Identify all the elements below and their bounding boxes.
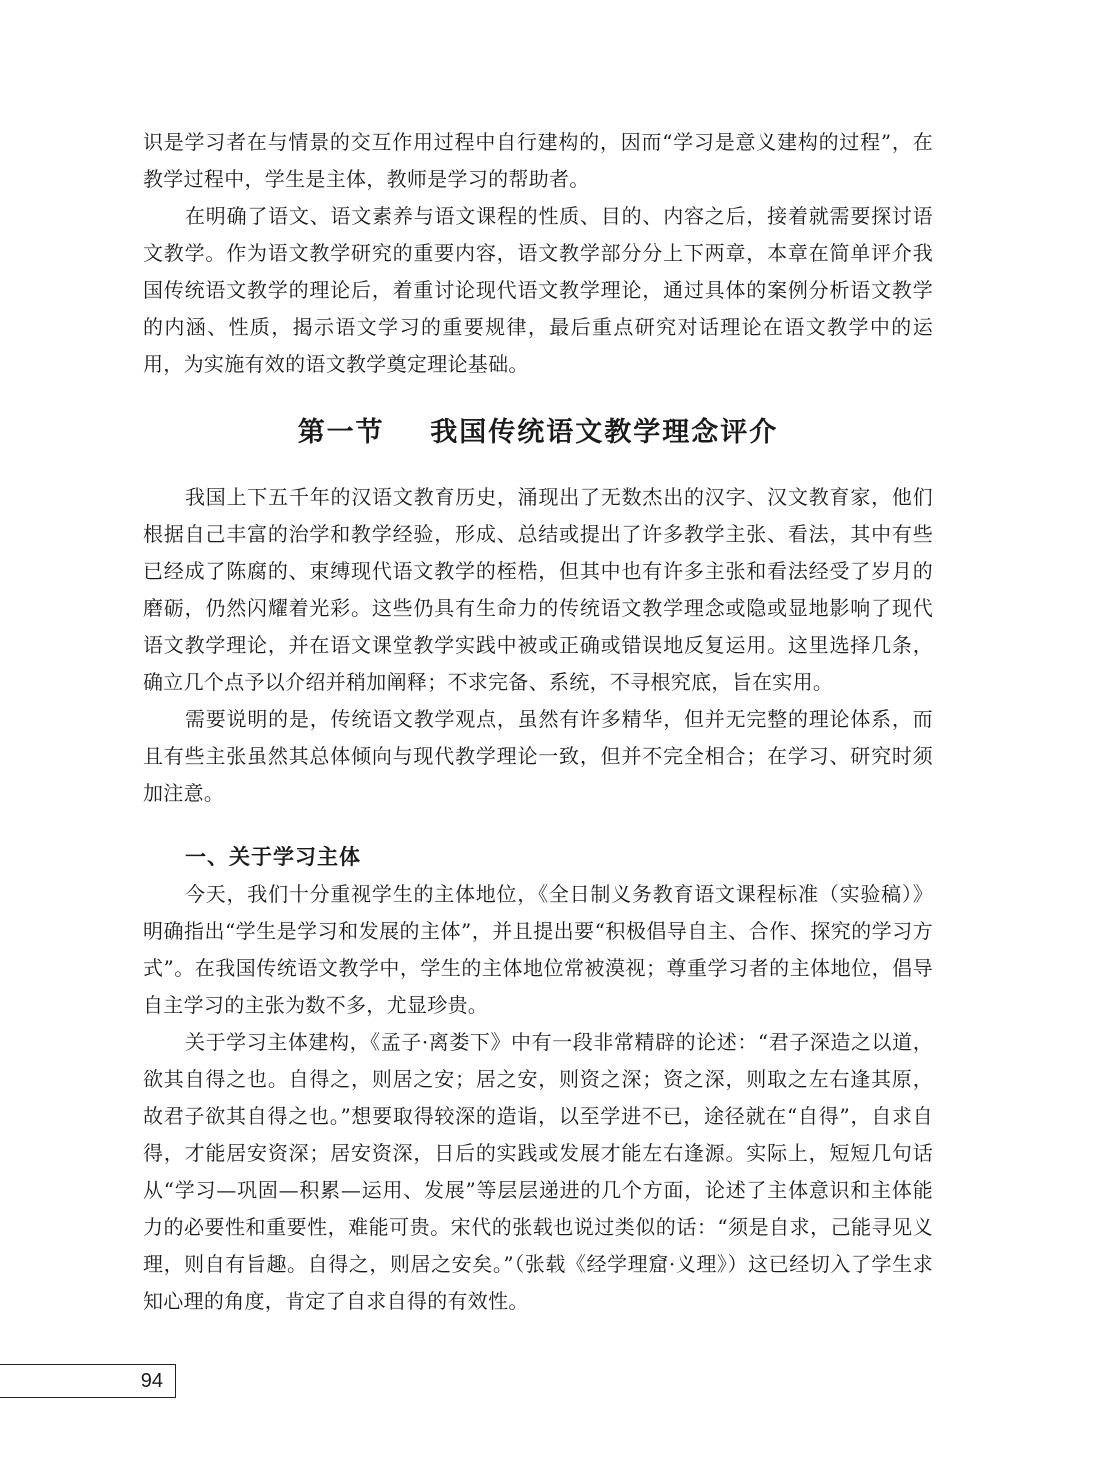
page-number-box	[0, 1364, 176, 1398]
intro-paragraph-1: 识是学习者在与情景的交互作用过程中自行建构的，因而“学习是意义建构的过程”，在教学过程中，学生是主体，教师是学习的帮助者。	[143, 130, 933, 191]
intro-paragraph-2: 在明确了语文、语文素养与语文课程的性质、目的、内容之后，接着就需要探讨语文教学。作为语文教学研究的重要内容，语文教学部分分上下两章，本章在简单评介我国传统语文教学的理论后，着重讨论现代语文教学理论，通过具体的案例分析语文教学的内涵、性质，揭示语文学习的重要规律，最后重点研究对话理论在语文教学中的运用，为实施有效的语文教学奠定理论基础。	[143, 204, 933, 376]
section-paragraph-2: 需要说明的是，传统语文教学观点，虽然有许多精华，但并无完整的理论体系，而且有些主张虽然其总体倾向与现代教学理论一致，但并不完全相合；在学习、研究时须加注意。	[143, 707, 933, 805]
sub-paragraph-2: 关于学习主体建构，《孟子·离娄下》中有一段非常精辟的论述：“君子深造之以道，欲其自得之也。自得之，则居之安；居之安，则资之深；资之深，则取之左右逢其原，故君子欲其自得之也。”想要取得较深的造诣，以至学进不已，途径就在“自得”，自求自得，才能居安资深；居安资深，日后的实践或发展才能左右逢源。实际上，短短几句话从“学习—巩固—积累—运用、发展”等层层递进的几个方面，论述了主体意识和主体能力的必要性和重要性，难能可贵。宋代的张载也说过类似的话：“须是自求，己能寻见义理，则自有旨趣。自得之，则居之安矣。”（张载《经学理窟·义理》）这已经切入了学生求知心理的角度，肯定了自求自得的有效性。	[143, 1030, 933, 1313]
sub-paragraph-1: 今天，我们十分重视学生的主体地位，《全日制义务教育语文课程标准（实验稿）》明确指出“学生是学习和发展的主体”，并且提出要“积极倡导自主、合作、探究的学习方式”。在我国传统语文教学中，学生的主体地位常被漠视；尊重学习者的主体地位，倡导自主学习的主张为数不多，尤显珍贵。	[143, 882, 933, 1017]
section-title: 第一节 我国传统语文教学理念评介	[297, 417, 779, 448]
page-number: 94	[140, 1370, 163, 1392]
sub-heading: 一、关于学习主体	[185, 845, 361, 869]
section-paragraph-1: 我国上下五千年的汉语文教育历史，涌现出了无数杰出的汉字、汉文教育家，他们根据自己丰富的治学和教学经验，形成、总结或提出了许多教学主张、看法，其中有些已经成了陈腐的、束缚现代语文教学的桎梏，但其中也有许多主张和看法经受了岁月的磨砺，仍然闪耀着光彩。这些仍具有生命力的传统语文教学理念或隐或显地影响了现代语文教学理论，并在语文课堂教学实践中被或正确或错误地反复运用。这里选择几条，确立几个点予以介绍并稍加阐释；不求完备、系统，不寻根究底，旨在实用。	[143, 485, 933, 694]
page-body	[143, 124, 933, 1320]
